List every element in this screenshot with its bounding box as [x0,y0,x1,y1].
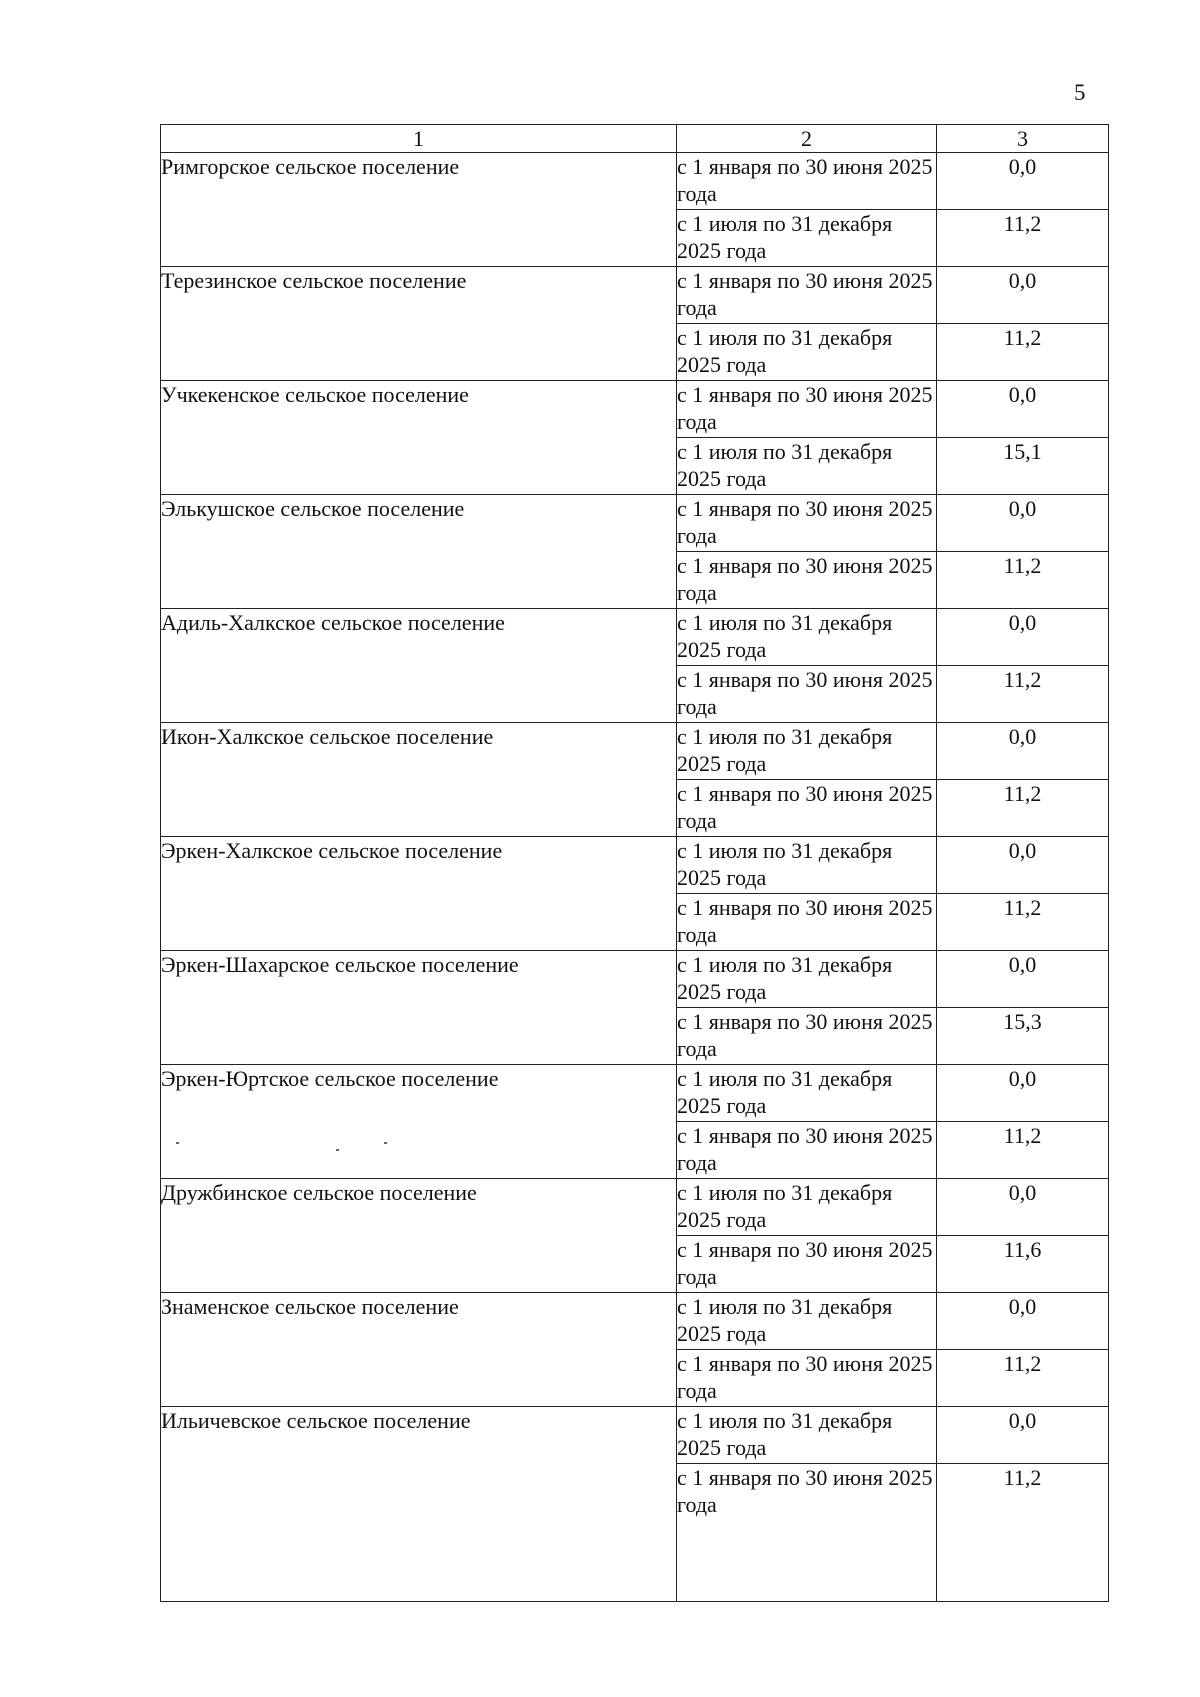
value-cell: 11,2 [937,780,1109,837]
settlement-name: Знаменское сельское поселение [161,1293,677,1407]
value-cell: 15,1 [937,438,1109,495]
scan-speck [336,1149,339,1151]
scan-speck [384,1142,387,1144]
period-cell: с 1 июля по 31 декабря 2025 года [677,1407,937,1464]
value-cell: 11,2 [937,1464,1109,1602]
table-row [161,267,1109,324]
value-cell: 0,0 [937,495,1109,552]
value-cell: 0,0 [937,837,1109,894]
table-row [161,153,1109,210]
table-row [161,1293,1109,1350]
settlement-name: Ильичевское сельское поселение [161,1407,677,1602]
period-cell: с 1 января по 30 июня 2025 года [677,1350,937,1407]
value-cell: 0,0 [937,1065,1109,1122]
table-row [161,1065,1109,1122]
period-cell: с 1 июля по 31 декабря 2025 года [677,1065,937,1122]
value-cell: 11,6 [937,1236,1109,1293]
table-row [161,1407,1109,1464]
table-row [161,951,1109,1008]
scan-speck [176,1142,179,1144]
period-cell: с 1 января по 30 июня 2025 года [677,495,937,552]
settlement-name: Терезинское сельское поселение [161,267,677,381]
value-cell: 0,0 [937,381,1109,438]
value-cell: 0,0 [937,153,1109,210]
period-cell: с 1 июля по 31 декабря 2025 года [677,324,937,381]
settlement-name: Икон-Халкское сельское поселение [161,723,677,837]
period-cell: с 1 января по 30 июня 2025 года [677,894,937,951]
period-cell: с 1 января по 30 июня 2025 года [677,780,937,837]
page-number: 5 [1074,80,1086,105]
column-header-3: 3 [937,125,1109,153]
period-cell: с 1 июля по 31 декабря 2025 года [677,210,937,267]
value-cell: 0,0 [937,609,1109,666]
value-cell: 0,0 [937,1293,1109,1350]
period-cell: с 1 января по 30 июня 2025 года [677,267,937,324]
period-cell: с 1 июля по 31 декабря 2025 года [677,438,937,495]
column-header-1: 1 [161,125,677,153]
period-cell: с 1 января по 30 июня 2025 года [677,552,937,609]
period-cell: с 1 января по 30 июня 2025 года [677,1122,937,1179]
settlement-name: Римгорское сельское поселение [161,153,677,267]
period-cell: с 1 июля по 31 декабря 2025 года [677,609,937,666]
table-header-row [161,125,1109,153]
value-cell: 11,2 [937,210,1109,267]
value-cell: 11,2 [937,666,1109,723]
value-cell: 0,0 [937,1179,1109,1236]
rates-table [160,124,1109,1602]
value-cell: 0,0 [937,951,1109,1008]
settlement-name: Эркен-Шахарское сельское поселение [161,951,677,1065]
settlement-name: Адиль-Халкское сельское поселение [161,609,677,723]
value-cell: 11,2 [937,552,1109,609]
value-cell: 0,0 [937,1407,1109,1464]
settlement-name: Дружбинское сельское поселение [161,1179,677,1293]
period-cell: с 1 января по 30 июня 2025 года [677,381,937,438]
period-cell: с 1 июля по 31 декабря 2025 года [677,1179,937,1236]
table-row [161,837,1109,894]
table-row [161,495,1109,552]
value-cell: 11,2 [937,324,1109,381]
period-cell: с 1 июля по 31 декабря 2025 года [677,951,937,1008]
table-row [161,609,1109,666]
settlement-name: Учкекенское сельское поселение [161,381,677,495]
period-cell: с 1 января по 30 июня 2025 года [677,153,937,210]
table-row [161,723,1109,780]
value-cell: 11,2 [937,1122,1109,1179]
settlement-name: Элькушское сельское поселение [161,495,677,609]
period-cell: с 1 января по 30 июня 2025 года [677,666,937,723]
column-header-2: 2 [677,125,937,153]
table-row [161,1179,1109,1236]
value-cell: 0,0 [937,723,1109,780]
value-cell: 0,0 [937,267,1109,324]
period-cell: с 1 января по 30 июня 2025 года [677,1008,937,1065]
period-cell: с 1 января по 30 июня 2025 года [677,1236,937,1293]
value-cell: 15,3 [937,1008,1109,1065]
table-row [161,381,1109,438]
value-cell: 11,2 [937,894,1109,951]
settlement-name: Эркен-Юртское сельское поселение [161,1065,677,1179]
period-cell: с 1 июля по 31 декабря 2025 года [677,1293,937,1350]
settlement-name: Эркен-Халкское сельское поселение [161,837,677,951]
period-cell: с 1 января по 30 июня 2025 года [677,1464,937,1602]
table-body [161,153,1109,1602]
value-cell: 11,2 [937,1350,1109,1407]
period-cell: с 1 июля по 31 декабря 2025 года [677,837,937,894]
period-cell: с 1 июля по 31 декабря 2025 года [677,723,937,780]
